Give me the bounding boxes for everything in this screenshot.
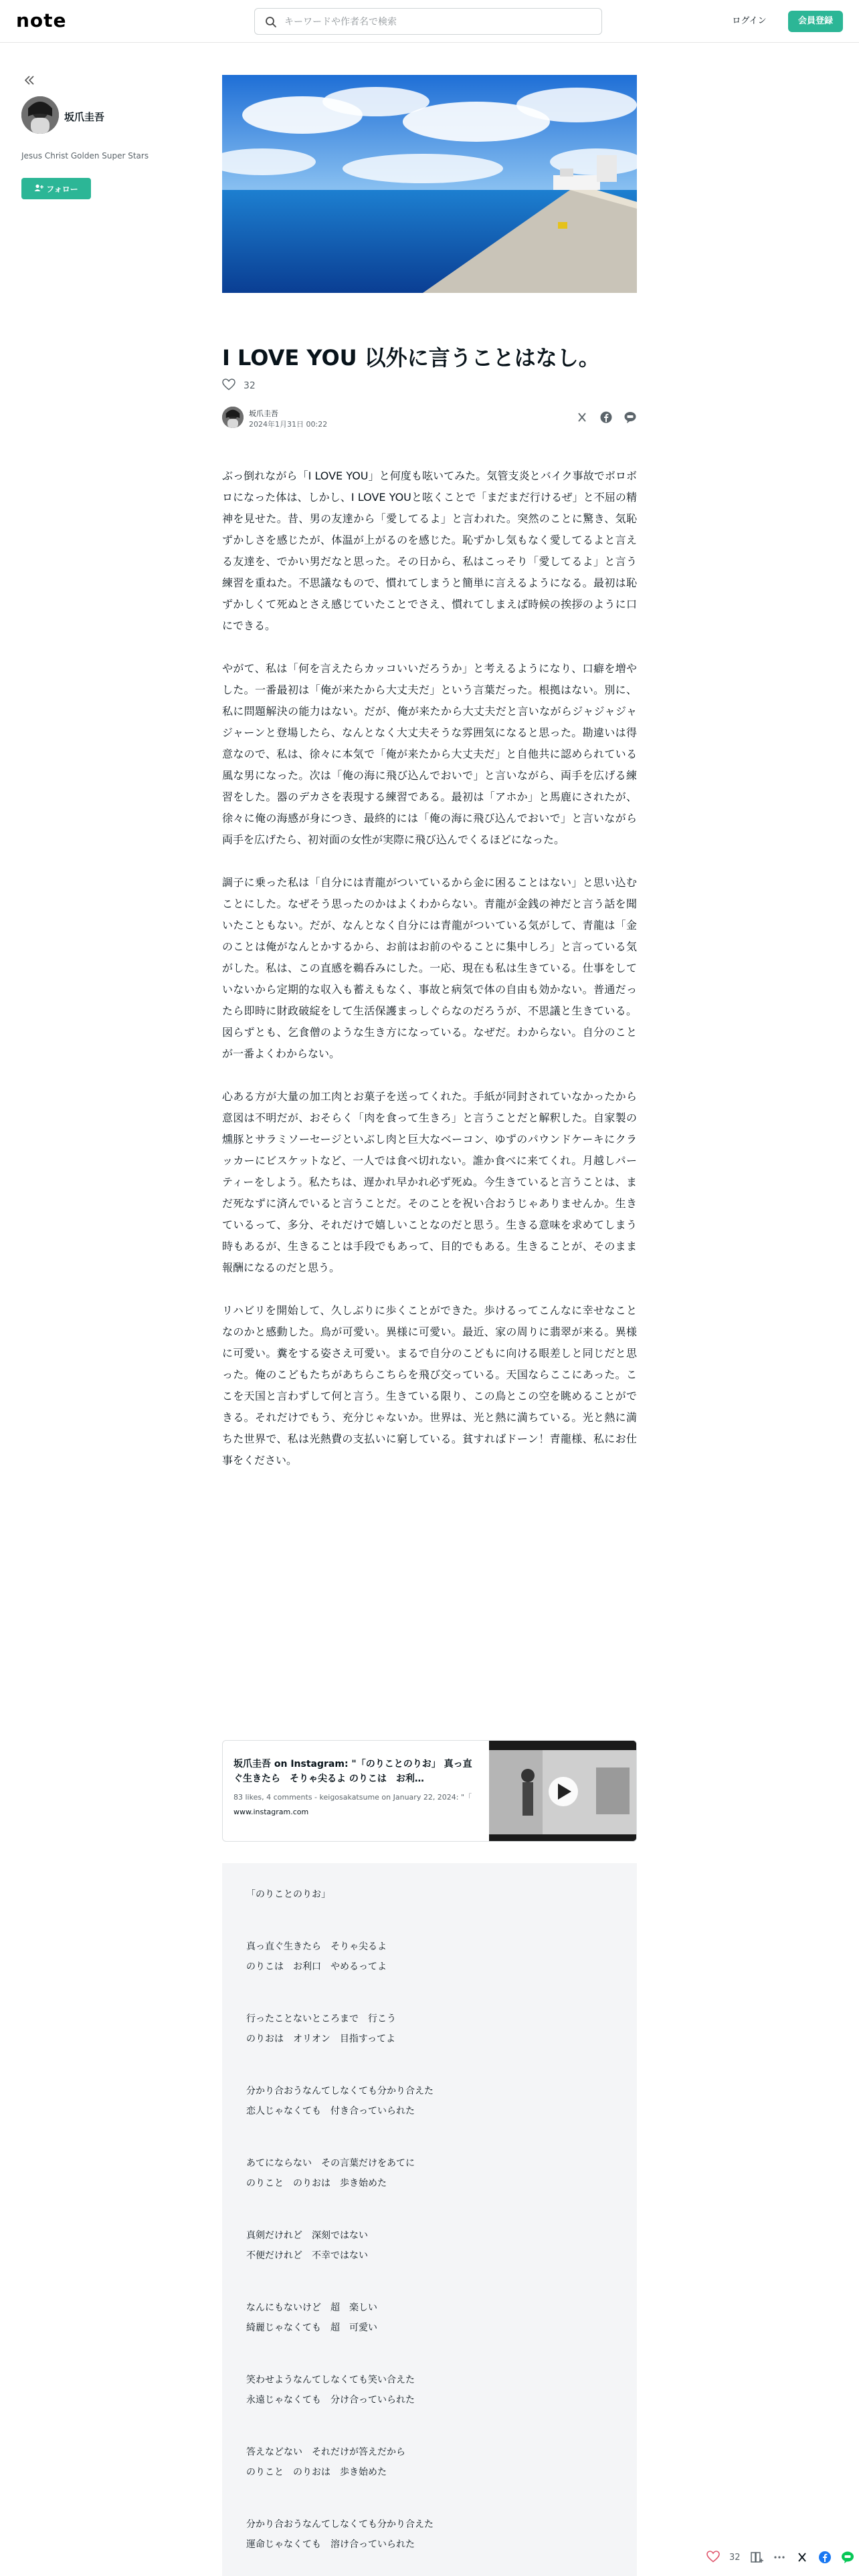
article-body bbox=[222, 465, 637, 1493]
poem-line: 綺麗じゃなくても 超 可愛い bbox=[246, 2323, 377, 2333]
author-name[interactable]: 坂爪圭吾 bbox=[64, 111, 105, 123]
follow-button[interactable] bbox=[21, 178, 91, 199]
floating-likes-count[interactable]: 32 bbox=[729, 2552, 741, 2563]
embed-thumbnail bbox=[489, 1741, 637, 1842]
poem-line: なんにもないけど 超 楽しい bbox=[246, 2302, 377, 2313]
poem-line: あてにならない その言葉だけをあてに bbox=[246, 2158, 415, 2169]
poem-line: のりおは オリオン 目指すってよ bbox=[246, 2034, 396, 2044]
magazine-add-icon[interactable] bbox=[750, 2551, 763, 2564]
embed-url: www.instagram.com bbox=[233, 1808, 309, 1816]
poem-line: のりこは お利口 やめるってよ bbox=[246, 1961, 387, 1972]
poem-line: 運命じゃなくても 溶け合っていられた bbox=[246, 2539, 415, 2550]
facebook-share-icon[interactable] bbox=[818, 2551, 832, 2564]
poem-line: 不便だけれど 不幸ではない bbox=[246, 2250, 368, 2261]
hero-image bbox=[222, 75, 637, 293]
byline bbox=[222, 405, 637, 432]
likes-count[interactable]: 32 bbox=[244, 381, 256, 391]
x-share-icon[interactable] bbox=[575, 411, 589, 424]
poem-block bbox=[222, 1863, 637, 2576]
poem-line: 答えなどない それだけが答えだから bbox=[246, 2447, 405, 2458]
poem-line: 笑わせようなんてしなくても笑い合えた bbox=[246, 2375, 415, 2385]
collapse-sidebar-icon[interactable] bbox=[21, 72, 37, 88]
byline-author[interactable]: 坂爪圭吾 bbox=[249, 409, 278, 418]
poem-line: 行ったことないところまで 行こう bbox=[246, 2014, 396, 2024]
embed-description: 83 likes, 4 comments - keigosakatsume on January 22, 2024: "「 bbox=[233, 1793, 472, 1802]
user-plus-icon bbox=[34, 184, 43, 194]
publish-date: 2024年1月31日 00:22 bbox=[249, 420, 328, 429]
facebook-share-icon[interactable] bbox=[599, 411, 613, 424]
poem-line: 分かり合おうなんてしなくても分かり合えた bbox=[246, 2086, 434, 2097]
byline-avatar[interactable] bbox=[222, 407, 244, 428]
poem-line: 真剣だけれど 深刻ではない bbox=[246, 2230, 368, 2241]
poem-line: のりこと のりおは 歩き始めた bbox=[246, 2178, 387, 2189]
paragraph: ぶっ倒れながら「I LOVE YOU」と何度も呟いてみた。気管支炎とバイク事故でボロボロになった体は、しかし、I LOVE YOUと呟くことで「まだまだ行けるぜ」と不屈の精神を見せた。昔、男の友達から「愛してるよ」と言われた。突然のことに驚き、気恥ずかしさを感じたが、体温が上がるのを感じた。恥ずかし気もなく愛してるよと言える友達を、でかい男だなと思った。その日から、私はこっそり「愛してるよ」と言う練習を重ねた。不思議なもので、慣れてしまうと簡単に言えるようになる。最初は恥ずかしくて死ぬとさえ感じていたことでさえ、慣れてしまえば時候の挨拶のように口にできる。 bbox=[222, 469, 637, 632]
site-header bbox=[0, 0, 859, 43]
poem-line: のりこと のりおは 歩き始めた bbox=[246, 2467, 387, 2478]
embed-title: 坂爪圭吾 on Instagram: "「のりことのりお」 真っ直ぐ生きたら そりゃ尖るよ のりこは お利… bbox=[233, 1759, 472, 1784]
author-avatar[interactable] bbox=[21, 96, 59, 134]
heart-icon[interactable] bbox=[706, 2551, 720, 2564]
line-share-icon[interactable] bbox=[841, 2551, 854, 2564]
poem-line: 分かり合おうなんてしなくても分かり合えた bbox=[246, 2519, 434, 2530]
search-input[interactable] bbox=[284, 14, 592, 30]
embed-text bbox=[233, 1757, 478, 1816]
paragraph: リハビリを開始して、久しぶりに歩くことができた。歩けるってこんなに幸せなことなのかと感動した。鳥が可愛い。異様に可愛い。最近、家の周りに翡翠が来る。異様に可愛い。糞をする姿さえ可愛い。まるで自分のこどもに向ける眼差しと同じだと思った。俺のこどもたちがあちらこちらを飛び交っている。天国ならここにあった。ここを天国と言わずして何と言う。生きている限り、この鳥とこの空を眺めることができる。それだけでもう、充分じゃないか。世界は、光と熱に満ちている。光と熱に満ちた世界で、私は光熱費の支払いに窮している。貧すればドーン！青龍様、私にお仕事をください。 bbox=[222, 1304, 637, 1467]
article-title: I LOVE YOU 以外に言うことはなし。 bbox=[222, 345, 600, 370]
search-icon bbox=[264, 15, 278, 29]
instagram-embed-card[interactable] bbox=[222, 1740, 637, 1842]
poem-line: 真っ直ぐ生きたら そりゃ尖るよ bbox=[246, 1941, 387, 1952]
likes-row bbox=[222, 379, 256, 393]
search-box[interactable] bbox=[254, 8, 602, 35]
x-share-icon[interactable] bbox=[795, 2551, 809, 2564]
poem-line: 永遠じゃなくても 分け合っていられた bbox=[246, 2395, 415, 2405]
more-icon[interactable] bbox=[773, 2551, 786, 2564]
floating-action-bar bbox=[701, 2544, 859, 2571]
paragraph: 調子に乗った私は「自分には青龍がついているから金に困ることはない」と思い込むことにした。なぜそう思ったのかはよくわからない。青龍が金銭の神だと言う話を聞いたこともない。だが、なんとなく自分には青龍がついている気がして、青龍は「金のことは俺がなんとかするから、お前はお前のやることに集中しろ」と言っている気がした。私は、この直感を鵜呑みにした。一応、現在も私は生きている。仕事をしていないから定期的な収入も蓄えもなく、事故と病気で体の自由も効かない。普通だったら即時に財政破綻をして生活保護まっしぐらなのだろうが、不思議と生きている。図らずとも、乞食僧のような生き方になっている。なぜだ。わからない。自分のことが一番よくわからない。 bbox=[222, 876, 637, 1060]
paragraph: 心ある方が大量の加工肉とお菓子を送ってくれた。手紙が同封されていなかったから意図は不明だが、おそらく「肉を食って生きろ」と言うことだと解釈した。自家製の燻豚とサラミソーセージといぶし肉と巨大なベーコン、ゆずのパウンドケーキにクラッカーにビスケットなど、一人では食べ切れない。誰か食べに来てくれ。月越しパーティーをしよう。私たちは、遅かれ早かれ必ず死ぬ。今生きていると言うことは、まだ死なずに済んでいると言うことだ。そのことを祝い合おうじゃありませんか。生きているって、多分、それだけで嬉しいことなのだと思う。生きる意味を求めてしまう時もあるが、生きることは手段でもあって、目的でもある。生きることが、そのまま報酬になるのだと思う。 bbox=[222, 1090, 637, 1274]
signup-button[interactable]: 会員登録 bbox=[788, 11, 843, 32]
note-logo[interactable]: note bbox=[16, 9, 67, 31]
heart-icon[interactable] bbox=[222, 379, 235, 393]
login-button[interactable]: ログイン bbox=[732, 16, 767, 26]
share-buttons bbox=[575, 411, 637, 424]
paragraph: やがて、私は「何を言えたらカッコいいだろうか」と考えるようになり、口癖を増やした。一番最初は「俺が来たから大丈夫だ」という言葉だった。根拠はない。別に、私に問題解決の能力はない。だが、俺が来たから大丈夫だと言いながらジャジャジャジャーンと登場したら、なんとなく大丈夫そうな雰囲気になると思った。勘違いは得意なので、私は、徐々に本気で「俺が来たから大丈夫だ」と自他共に認められている風な男になった。次は「俺の海に飛び込んでおいで」と言いながら、両手を広げる練習をした。器のデカさを表現する練習である。最初は「アホか」と馬鹿にされたが、徐々に俺の海感が身につき、最終的には「俺の海に飛び込んでおいで」と言いながら両手を広げたら、初対面の女性が実際に飛び込んでくるほどになった。 bbox=[222, 662, 637, 846]
poem-text bbox=[246, 1885, 621, 2576]
poem-title: 「のりことのりお」 bbox=[246, 1889, 330, 1900]
author-bio: Jesus Christ Golden Super Stars bbox=[21, 151, 149, 160]
line-share-icon[interactable] bbox=[624, 411, 637, 424]
follow-label: フォロー bbox=[46, 184, 78, 194]
poem-line: 恋人じゃなくても 付き合っていられた bbox=[246, 2106, 415, 2117]
